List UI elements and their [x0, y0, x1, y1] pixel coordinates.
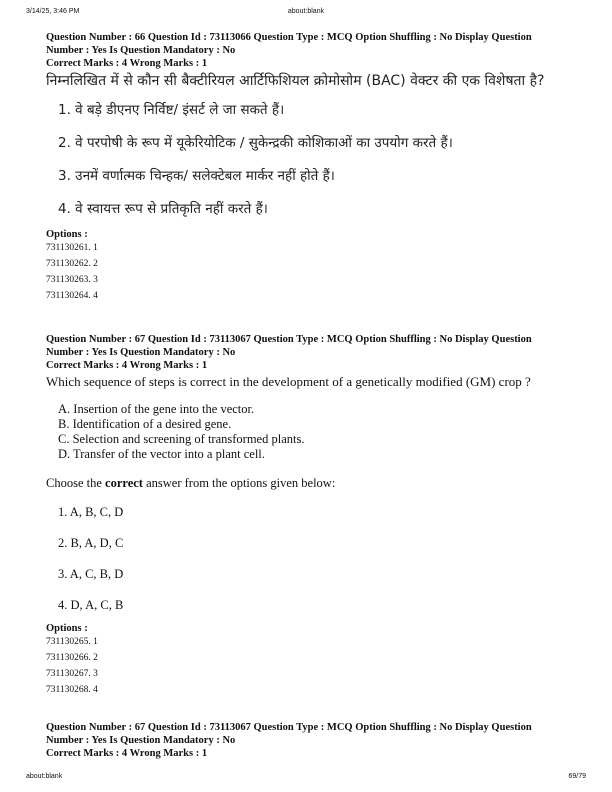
option-code-2: 731130262. 2 — [46, 259, 98, 269]
question-meta-line2: Number : Yes Is Question Mandatory : No — [46, 45, 236, 56]
option-3: 3. A, C, B, D — [58, 567, 124, 581]
statement-d: D. Transfer of the vector into a plant cell. — [58, 447, 265, 461]
question-66-block — [46, 31, 566, 304]
question-67-repeat-block — [46, 721, 566, 760]
choose-post: answer from the options given below: — [142, 476, 336, 490]
option-list — [46, 95, 566, 227]
option-code-4: 731130268. 4 — [46, 685, 98, 695]
question-meta-line1: Question Number : 67 Question Id : 73113067 Question Type : MCQ Option Shuffling : No Display Question — [46, 334, 532, 345]
options-label: Options : — [46, 229, 88, 240]
question-marks: Correct Marks : 4 Wrong Marks : 1 — [46, 58, 208, 69]
option-code-3: 731130263. 3 — [46, 275, 98, 285]
question-text: निम्नलिखित में से कौन सी बैक्टीरियल आर्टिफिशियल क्रोमोसोम (BAC) वेक्टर की एक विशेषता है? — [46, 73, 545, 89]
question-meta-line1: Question Number : 67 Question Id : 73113067 Question Type : MCQ Option Shuffling : No Display Question — [46, 722, 532, 733]
option-code-1: 731130265. 1 — [46, 637, 98, 647]
choose-pre: Choose the — [46, 476, 106, 490]
print-url: about:blank — [287, 8, 325, 15]
question-marks: Correct Marks : 4 Wrong Marks : 1 — [46, 360, 208, 371]
statement-a: A. Insertion of the gene into the vector. — [58, 402, 255, 416]
question-meta-line2: Number : Yes Is Question Mandatory : No — [46, 347, 236, 358]
page-number: 69/79 — [568, 773, 586, 780]
option-3: 3. उनमें वर्णात्मक चिन्हक/ सलेक्टेबल मार्कर नहीं होते हैं। — [58, 168, 335, 184]
option-4: 4. D, A, C, B — [58, 598, 124, 612]
question-67-block — [46, 333, 566, 698]
option-code-2: 731130266. 2 — [46, 653, 98, 663]
option-2: 2. B, A, D, C — [58, 536, 124, 550]
statement-list — [46, 402, 566, 462]
option-code-4: 731130264. 4 — [46, 291, 98, 301]
option-2: 2. वे परपोषी के रूप में यूकेरियोटिक / सुकेन्द्रकी कोशिकाओं का उपयोग करते हैं। — [58, 135, 453, 151]
choose-bold: correct — [105, 476, 143, 490]
options-label: Options : — [46, 623, 88, 634]
option-list — [46, 497, 566, 621]
question-marks: Correct Marks : 4 Wrong Marks : 1 — [46, 748, 208, 759]
option-4: 4. वे स्वायत्त रूप से प्रतिकृति नहीं करते हैं। — [58, 201, 268, 217]
choose-instruction — [46, 476, 566, 491]
question-text: Which sequence of steps is correct in the development of a genetically modified (GM) crop ? — [46, 374, 531, 389]
statement-b: B. Identification of a desired gene. — [58, 417, 232, 431]
option-1: 1. वे बड़े डीएनए निर्विष्ट/ इंसर्ट ले जा सकते हैं। — [58, 102, 285, 118]
question-meta-line1: Question Number : 66 Question Id : 73113066 Question Type : MCQ Option Shuffling : No Display Question — [46, 32, 532, 43]
footer-url: about:blank — [26, 773, 63, 780]
option-code-3: 731130267. 3 — [46, 669, 98, 679]
option-code-1: 731130261. 1 — [46, 243, 98, 253]
statement-c: C. Selection and screening of transformed plants. — [58, 432, 305, 446]
option-1: 1. A, B, C, D — [58, 505, 124, 519]
question-meta-line2: Number : Yes Is Question Mandatory : No — [46, 735, 236, 746]
print-datetime: 3/14/25, 3:46 PM — [26, 8, 80, 15]
